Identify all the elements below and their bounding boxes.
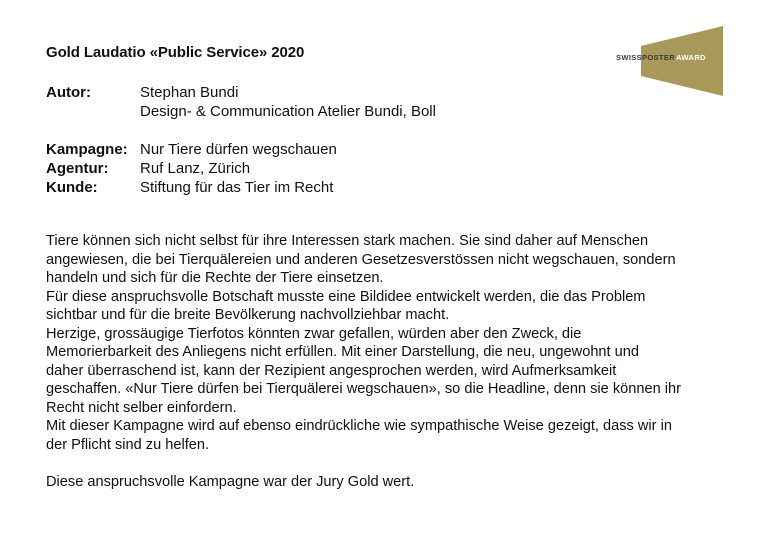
page-title: Gold Laudatio «Public Service» 2020: [46, 44, 305, 61]
kunde-label: Kunde:: [46, 179, 98, 196]
paragraph-line: Mit dieser Kampagne wird auf ebenso eindrückliche wie sympathische Weise gezeigt, dass wir in: [46, 418, 672, 434]
autor-value: [140, 83, 436, 121]
paragraph-line: Memorierbarkeit des Anliegens nicht erfüllen. Mit einer Darstellung, die neu, ungewohnt und: [46, 344, 640, 360]
autor-studio: Design- & Communication Atelier Bundi, Boll: [140, 103, 436, 120]
paragraph-line: Herzige, grossäugige Tierfotos könnten zwar gefallen, würden aber den Zweck, die: [46, 325, 582, 342]
autor-name: Stephan Bundi: [140, 84, 239, 101]
paragraph-5: Diese anspruchsvolle Kampagne war der Jury Gold wert.: [46, 473, 415, 490]
logo-graphic: [603, 26, 723, 96]
paragraph-line: Für diese anspruchsvolle Botschaft musste eine Bildidee entwickelt werden, die das Problem: [46, 288, 646, 305]
paragraph-1: [46, 232, 736, 288]
paragraph-line: Tiere können sich nicht selbst für ihre Interessen stark machen. Sie sind daher auf Menschen: [46, 233, 649, 249]
logo-text-left: SWISSPOSTER: [616, 53, 675, 62]
kampagne-value: Nur Tiere dürfen wegschauen: [140, 141, 337, 158]
paragraph-4: [46, 417, 736, 454]
paragraph-3: [46, 325, 736, 418]
logo-text-right: AWARD: [676, 53, 706, 62]
laudatio-body: [46, 232, 736, 491]
paragraph-line: daher überraschend ist, kann der Rezipient angesprochen werden, wird Aufmerksamkeit: [46, 362, 617, 379]
paragraph-line: der Pflicht sind zu helfen.: [46, 436, 210, 453]
autor-label: Autor:: [46, 84, 91, 101]
paragraph-line: angewiesen, die bei Tierquälereien und anderen Gesetzesverstössen nicht wegschauen, sondern: [46, 251, 676, 268]
kampagne-label: Kampagne:: [46, 141, 128, 158]
paragraph-line: Recht nicht selber einfordern.: [46, 399, 237, 416]
paragraph-line: sichtbar und für die breite Bevölkerung nachvollziehbar macht.: [46, 307, 450, 323]
swissposter-award-logo: [603, 26, 723, 96]
paragraph-line: handeln und sich für die Rechte der Tiere einsetzen.: [46, 270, 384, 286]
paragraph-line: geschaffen. «Nur Tiere dürfen bei Tierquälerei wegschauen», so die Headline, denn sie können ihr: [46, 381, 681, 397]
kunde-value: Stiftung für das Tier im Recht: [140, 179, 334, 196]
agentur-label: Agentur:: [46, 160, 109, 177]
paragraph-2: [46, 288, 736, 325]
agentur-value: Ruf Lanz, Zürich: [140, 160, 251, 177]
